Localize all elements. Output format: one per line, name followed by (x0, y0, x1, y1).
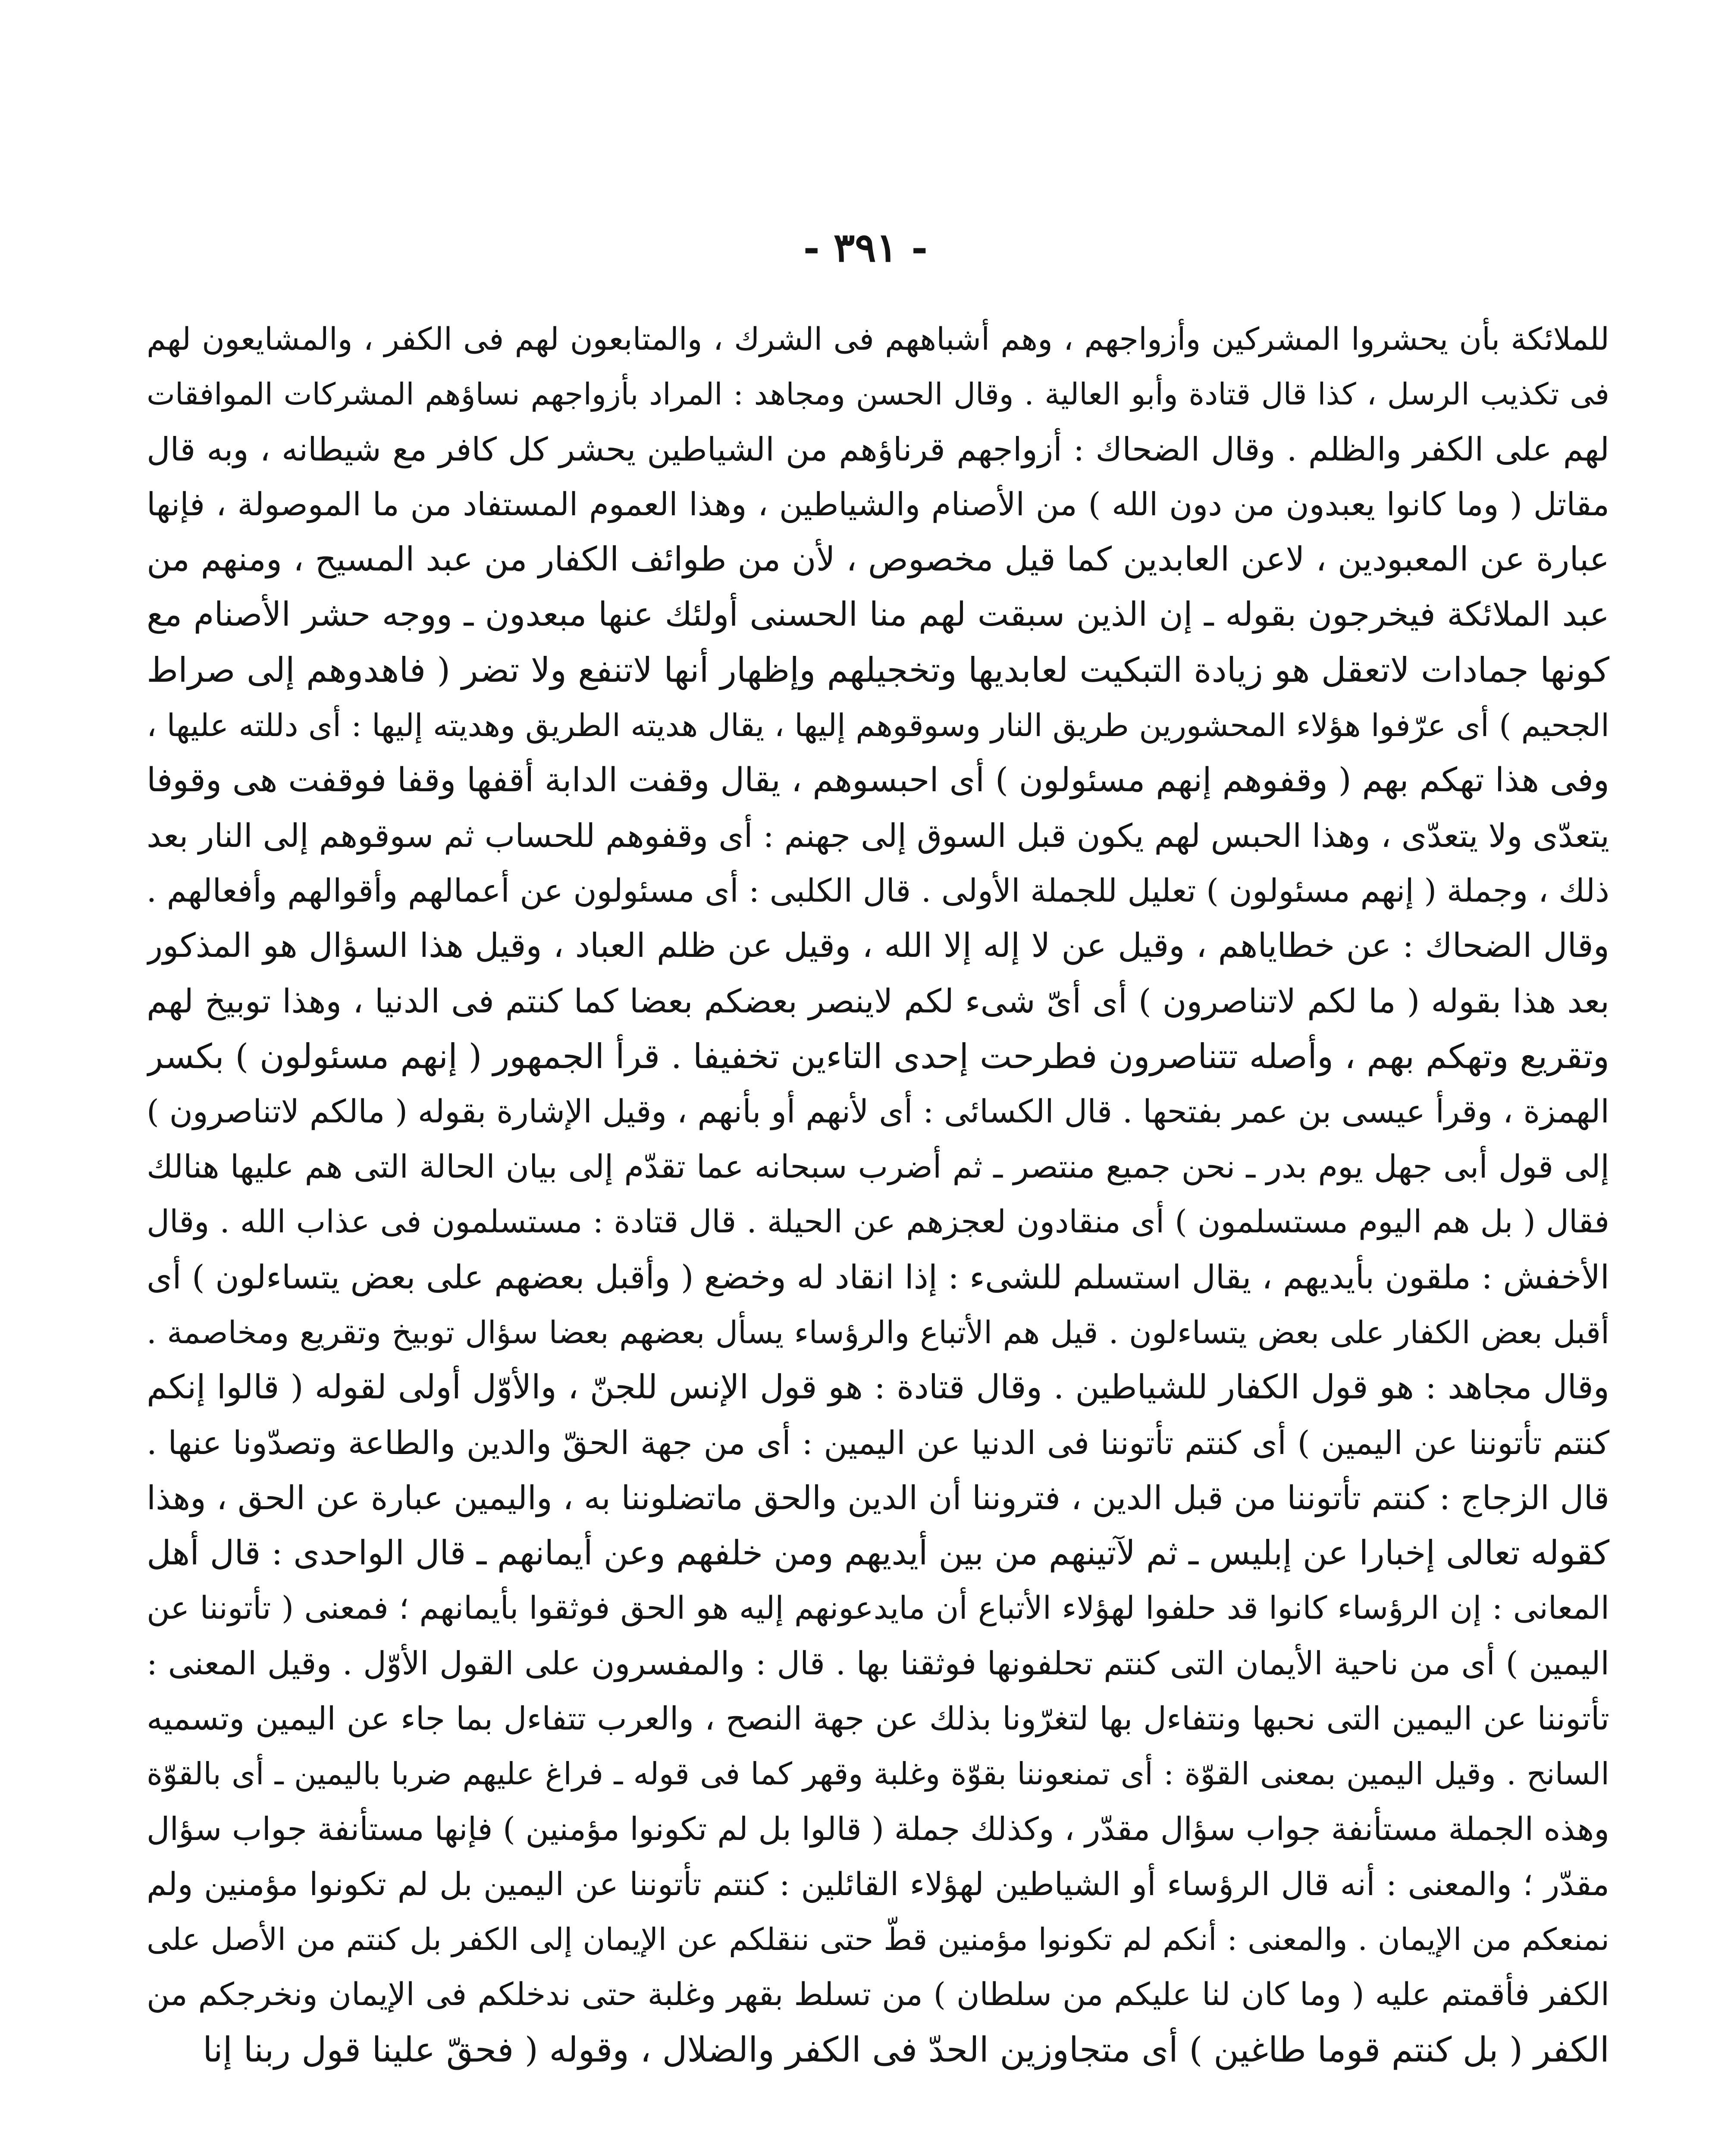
text-line: بعد هذا بقوله ( ما لكم لاتناصرون ) أى أىّ شىء لكم لاينصر بعضكم بعضا كما كنتم فى الدنيا ، وهذا توبيخ لهم (147, 982, 1609, 1020)
text-line: وتقريع وتهكم بهم ، وأصله تتناصرون فطرحت إحدى التاءين تخفيفا . قرأ الجمهور ( إنهم مسئولون ) بكسر (147, 1037, 1609, 1076)
text-line: قال الزجاج : كنتم تأتوننا من قبل الدين ، فتروننا أن الدين والحق ماتضلوننا به ، واليمين عبارة عن الحق ، وهذا (147, 1479, 1609, 1517)
text-line: تأتوننا عن اليمين التى نحبها ونتفاءل بها لتغرّونا بذلك عن جهة النصح ، والعرب تتفاءل بما جاء عن اليمين وتسميه (147, 1700, 1609, 1737)
text-line: يتعدّى ولا يتعدّى ، وهذا الحبس لهم يكون قبل السوق إلى جهنم : أى وقفوهم للحساب ثم سوقوهم إلى النار بعد (147, 817, 1609, 855)
text-line: مقاتل ( وما كانوا يعبدون من دون الله ) من الأصنام والشياطين ، وهذا العموم المستفاد من ما الموصولة ، فإنها (147, 486, 1609, 523)
text-line: مقدّر ؛ والمعنى : أنه قال الرؤساء أو الشياطين لهؤلاء القائلين : كنتم تأتوننا عن اليمين بل لم تكونوا مؤمنين ولم (147, 1866, 1609, 1903)
text-line: كونها جمادات لاتعقل هو زيادة التبكيت لعابديها وتخجيلهم وإظهار أنها لاتنفع ولا تضر ( فاهدوهم إلى صراط (147, 650, 1609, 690)
text-line: ذلك ، وجملة ( إنهم مسئولون ) تعليل للجملة الأولى . قال الكلبى : أى مسئولون عن أعمالهم وأقوالهم وأفعالهم . (147, 872, 1609, 909)
text-line: نمنعكم من الإيمان . والمعنى : أنكم لم تكونوا مؤمنين قطّ حتى ننقلكم عن الإيمان إلى الكفر بل كنتم من الأصل على (147, 1921, 1609, 1957)
text-line: عبد الملائكة فيخرجون بقوله ـ إن الذين سبقت لهم منا الحسنى أولئك عنها مبعدون ـ ووجه حشر الأصنام مع (147, 595, 1609, 634)
text-line: فى تكذيب الرسل ، كذا قال قتادة وأبو العالية . وقال الحسن ومجاهد : المراد بأزواجهم نساؤهم المشركات الموافقات (147, 376, 1609, 412)
text-line: إلى قول أبى جهل يوم بدر ـ نحن جميع منتصر ـ ثم أضرب سبحانه عما تقدّم إلى بيان الحالة التى هم عليها هنالك (147, 1148, 1609, 1185)
text-line: وفى هذا تهكم بهم ( وقفوهم إنهم مسئولون ) أى احبسوهم ، يقال وقفت الدابة أقفها وقفا فوقفت هى وقوفا (147, 761, 1609, 799)
text-line: عبارة عن المعبودين ، لاعن العابدين كما قيل مخصوص ، لأن من طوائف الكفار من عبد المسيح ، ومنهم من (147, 540, 1609, 579)
text-line: للملائكة بأن يحشروا المشركين وأزواجهم ، وهم أشباههم فى الشرك ، والمتابعون لهم فى الكفر ، والمشايعون لهم (147, 321, 1609, 357)
text-line: وهذه الجملة مستأنفة جواب سؤال مقدّر ، وكذلك جملة ( قالوا بل لم تكونوا مؤمنين ) فإنها مستأنفة جواب سؤال (147, 1811, 1609, 1848)
text-line: كنتم تأتوننا عن اليمين ) أى كنتم تأتوننا فى الدنيا عن اليمين : أى من جهة الحقّ والدين والطاعة وتصدّونا عنها . (147, 1424, 1609, 1462)
text-line: المعانى : إن الرؤساء كانوا قد حلفوا لهؤلاء الأتباع أن مايدعونهم إليه هو الحق فوثقوا بأيمانهم ؛ فمعنى ( تأتوننا عن (147, 1590, 1609, 1626)
text-line: وقال مجاهد : هو قول الكفار للشياطين . وقال قتادة : هو قول الإنس للجنّ ، والأوّل أولى لقوله ( قالوا إنكم (147, 1368, 1609, 1407)
text-line: كقوله تعالى إخبارا عن إبليس ـ ثم لآتينهم من بين أيديهم ومن خلفهم وعن أيمانهم ـ قال الواحدى : قال أهل (147, 1534, 1609, 1573)
text-line: فقال ( بل هم اليوم مستسلمون ) أى منقادون لعجزهم عن الحيلة . قال قتادة : مستسلمون فى عذاب الله . وقال (147, 1203, 1609, 1240)
text-line: اليمين ) أى من ناحية الأيمان التى كنتم تحلفونها فوثقنا بها . قال : والمفسرون على القول الأوّل . وقيل المعنى : (147, 1645, 1609, 1682)
text-line: الكفر ( بل كنتم قوما طاغين ) أى متجاوزين الحدّ فى الكفر والضلال ، وقوله ( فحقّ علينا قول ربنا إنا (203, 2030, 1609, 2070)
text-line: الأخفش : ملقون بأيديهم ، يقال استسلم للشىء : إذا انقاد له وخضع ( وأقبل بعضهم على بعض يتساءلون ) أى (147, 1258, 1609, 1296)
text-line: وقال الضحاك : عن خطاياهم ، وقيل عن لا إله إلا الله ، وقيل عن ظلم العباد ، وقيل هذا السؤال هو المذكور (147, 927, 1609, 965)
text-line: لهم على الكفر والظلم . وقال الضحاك : أزواجهم قرناؤهم من الشياطين يحشر كل كافر مع شيطانه ، وبه قال (147, 430, 1609, 468)
text-line: الهمزة ، وقرأ عيسى بن عمر بفتحها . قال الكسائى : أى لأنهم أو بأنهم ، وقيل الإشارة بقوله ( مالكم لاتناصرون ) (147, 1093, 1609, 1130)
text-line: أقبل بعض الكفار على بعض يتساءلون . قيل هم الأتباع والرؤساء يسأل بعضهم بعضا سؤال توبيخ وتقريع ومخاصمة . (147, 1314, 1609, 1351)
text-line: السانح . وقيل اليمين بمعنى القوّة : أى تمنعوننا بقوّة وغلبة وقهر كما فى قوله ـ فراغ عليهم ضربا باليمين ـ أى بالقوّة (147, 1756, 1609, 1792)
text-line: الكفر فأقمتم عليه ( وما كان لنا عليكم من سلطان ) من تسلط بقهر وغلبة حتى ندخلكم فى الإيمان ونخرجكم من (147, 1976, 1609, 2013)
page-number: - ٣٩١ - (803, 224, 928, 271)
page-text-body (147, 311, 1609, 2078)
text-line: الجحيم ) أى عرّفوا هؤلاء المحشورين طريق النار وسوقوهم إليها ، يقال هديته الطريق وهديته إليها : أى دللته عليها ، (147, 707, 1609, 743)
